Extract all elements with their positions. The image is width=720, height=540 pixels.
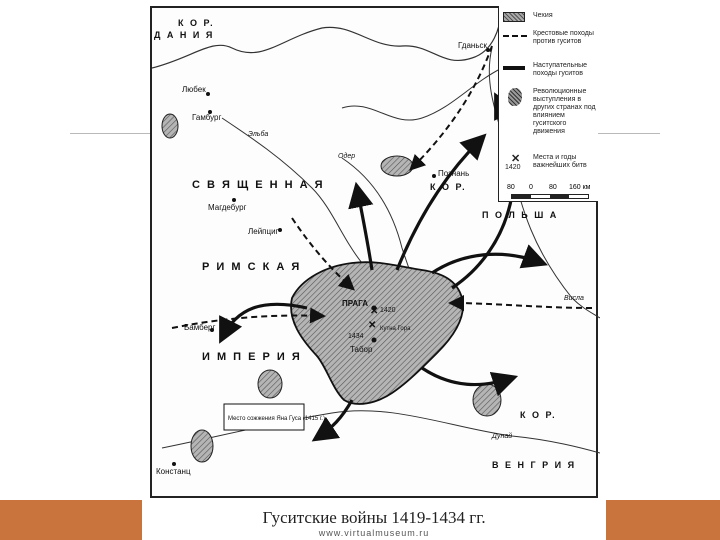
crusade-arrow-east [452,303,592,308]
offensive-arrow-northeast [397,138,482,270]
solid-arrow-icon [503,66,525,70]
label-empire: И М П Е Р И Я [202,351,302,363]
decor-line-right [596,133,660,134]
label-magdeburg: Магдебург [208,203,247,212]
hus-note-text: Место сожжения Яна Гуса (1415 г.) [228,416,325,422]
scale-bar [511,194,589,199]
legend-battles-label: Места и годы важнейших битв [533,154,587,169]
city-leipzig-dot [278,228,282,232]
label-leipzig: Лейпциг [248,227,279,236]
map-source-site: www.virtualmuseum.ru [318,528,430,538]
map-legend [498,6,598,202]
dashed-arrow-icon [503,35,527,37]
czech-region [291,262,463,404]
scale-label-mid: 80 [549,184,557,191]
scale-label-right: 160 км [569,184,591,191]
revolt-blob-poland [381,156,413,176]
label-roman: Р И М С К А Я [202,261,302,273]
decor-line-left [70,133,162,134]
label-hamburg: Гамбург [192,113,222,122]
coastline-south [342,68,502,120]
crusade-arrow-northeast [412,46,492,168]
city-magdeburg-dot [232,198,236,202]
label-bamberg: Бамберг [184,323,216,332]
label-gdansk: Гданьск [458,41,487,50]
offensive-arrow-north [357,188,372,270]
legend-crusades-label: Крестовые походы против гуситов [533,30,594,45]
map-title: Гуситские войны 1419-1434 гг. [262,508,486,527]
label-poland: П О Л Ь Ш А [482,210,559,220]
battle-cross-prague: ✕ [370,306,379,317]
legend-revolts-label: Революционные выступления в других странах под влиянием гуситского движения [533,88,596,135]
czech-swatch-icon [503,12,525,22]
city-poznan-dot [432,174,436,178]
city-lubeck-dot [206,92,210,96]
city-tabor-dot [372,338,377,343]
legend-battle-year: 1420 [505,164,521,171]
revolt-blob-icon [508,88,522,106]
battle-cross-kutna: ✕ [368,320,377,331]
label-lubeck: Любек [182,85,206,94]
legend-czech-label: Чехия [533,12,553,19]
label-river-danube: Дунай [492,433,513,440]
scale-label-left: 80 [507,184,515,191]
revolt-blob-hungary [473,384,501,416]
label-prague: ПРАГА [342,299,368,308]
map-caption [142,506,606,540]
label-river-vistula: Висла [564,295,584,302]
label-holy: С В Я Щ Е Н Н А Я [192,179,325,191]
accent-bar-right [606,500,720,540]
label-tabor: Табор [350,345,373,354]
offensive-arrow-southeast [422,368,512,385]
label-river-oder: Одер [338,153,356,160]
scale-label-zero: 0 [529,184,533,191]
revolt-blob-konstanz [191,430,213,462]
label-year-1420: 1420 [380,307,396,314]
label-denmark2: Д А Н И Я [154,30,215,40]
label-river-elbe: Эльба [248,131,269,138]
label-denmark: К О Р. [178,18,215,28]
label-poland-kor: К О Р. [430,182,467,192]
revolt-blob-west [258,370,282,398]
label-hungary: В Е Н Г Р И Я [492,460,577,470]
accent-bar-left [0,500,142,540]
revolt-blob-lubeck [162,114,178,138]
label-kutna: Кутна Гора [380,326,411,332]
label-hungary-kor: К О Р. [520,410,557,420]
legend-offensive-label: Наступательные походы гуситов [533,62,588,77]
label-konstanz: Констанц [156,467,191,476]
label-poznan: Познань [438,169,470,178]
battle-cross-icon: ✕ [511,153,521,165]
city-konstanz-dot [172,462,176,466]
label-year-1434: 1434 [348,333,364,340]
